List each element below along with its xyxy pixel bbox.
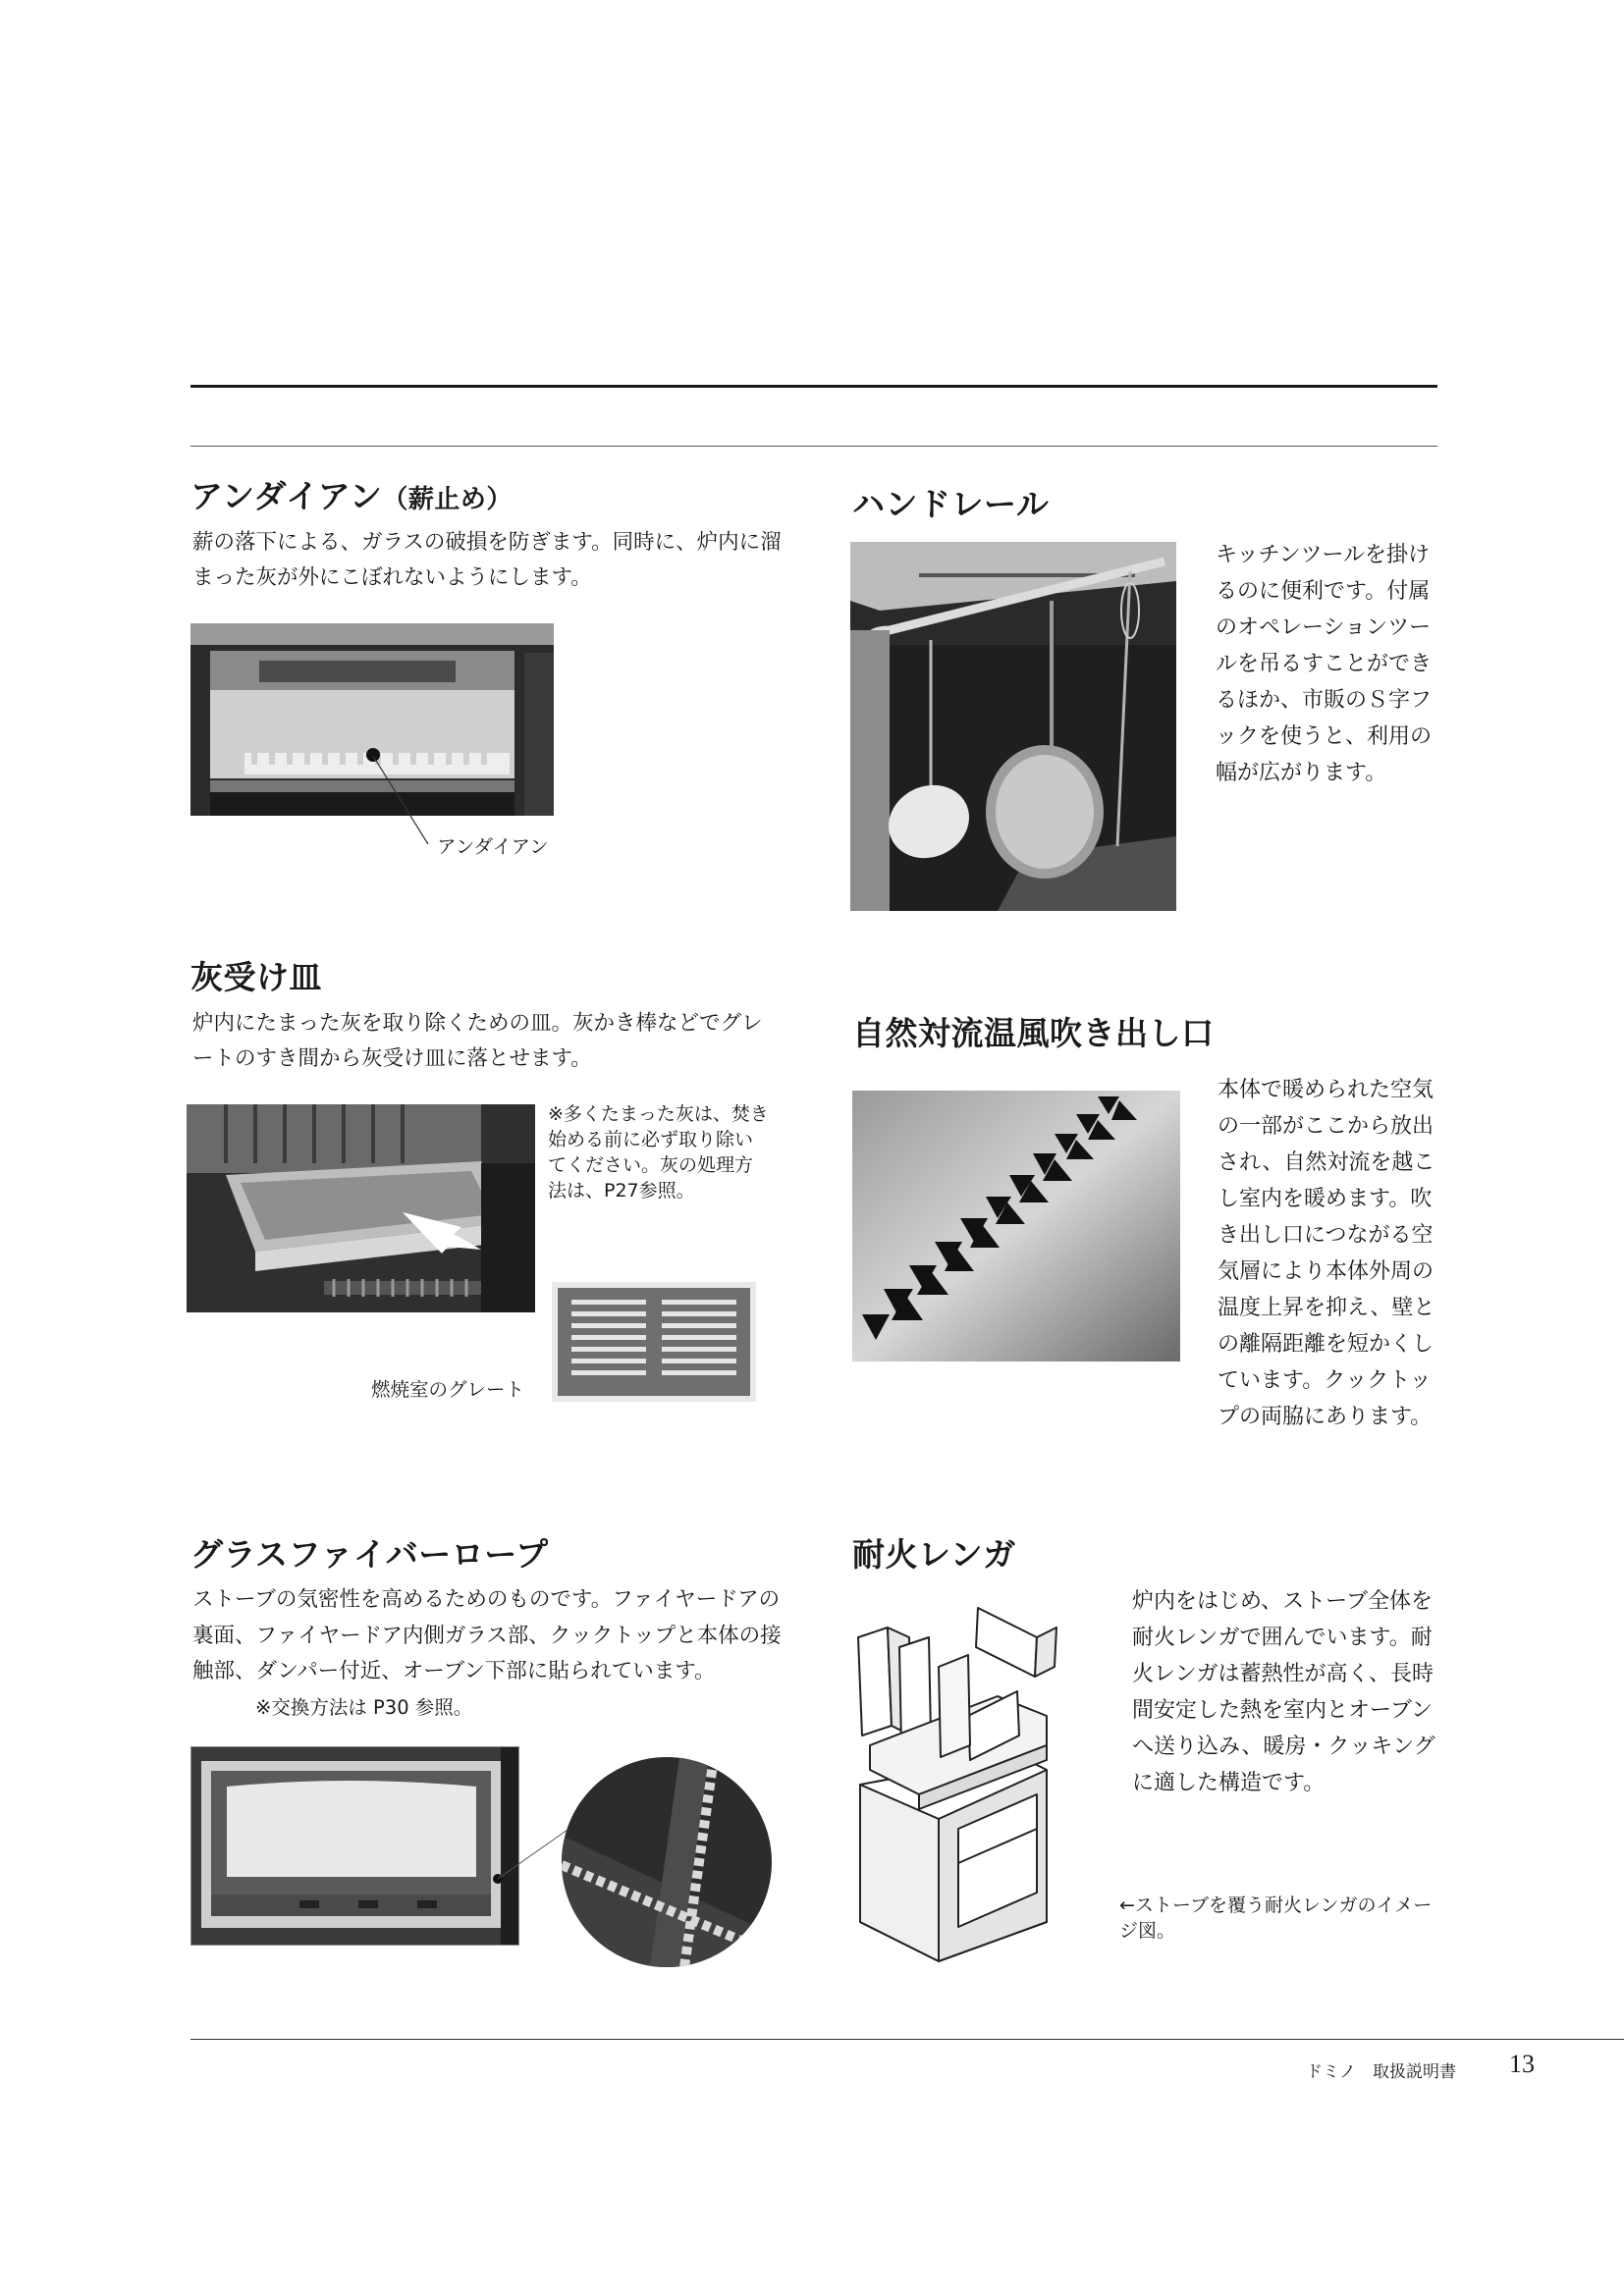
- handrail-body: キッチンツールを掛けるのに便利です。付属のオペレーションツールを吊るすことができるほか、市販のＳ字フックを使うと、利用の幅が広がります。: [1216, 543, 1433, 785]
- rope-body-text: ストーブの気密性を高めるためのものです。ファイヤードアの裏面、ファイヤードア内側ガラス部、クックトップと本体の接触部、ダンパー付近、オーブン下部に貼られています。: [192, 1587, 782, 1683]
- handrail-photo: [850, 542, 1176, 911]
- grate-label: 燃焼室のグレート: [371, 1378, 525, 1401]
- vent-photo: [852, 1091, 1180, 1362]
- andiron-body: 薪の落下による、ガラスの破損を防ぎます。同時に、炉内に溜まった灰が外にこぼれないようにします。: [192, 530, 782, 590]
- top-rule: [190, 385, 1437, 388]
- vent-body: 本体で暖められた空気の一部がここから放出され、自然対流を越こし室内を暖めます。吹き出し口につながる空気層により本体外周の温度上昇を抑え、壁との離隔距離を短かくしています。クックトップの両脇にあります。: [1218, 1078, 1435, 1429]
- rope-door-photo: [190, 1746, 519, 1946]
- andiron-heading: [190, 471, 513, 517]
- andiron-leader-line: [363, 746, 442, 854]
- rope-closeup-photo: [562, 1757, 772, 1967]
- footer-rule: [190, 2039, 1624, 2040]
- rope-body: [192, 1582, 782, 1726]
- firebrick-diagram: [850, 1598, 1115, 1991]
- andiron-photo-label: アンダイアン: [437, 835, 549, 858]
- ashpan-photo: [187, 1104, 535, 1312]
- brick-caption: ←ストーブを覆う耐火レンガのイメージ図。: [1119, 1895, 1433, 1942]
- brick-heading: 耐火レンガ: [852, 1535, 1016, 1574]
- brick-body: 炉内をはじめ、ストーブ全体を耐火レンガで囲んでいます。耐火レンガは蓄熱性が高く、長時間安定した熱を室内とオーブンへ送り込み、暖房・クッキングに適した構造です。: [1132, 1589, 1435, 1795]
- page-number: 13: [1509, 2050, 1535, 2078]
- grate-photo: [552, 1282, 756, 1402]
- andiron-title: アンダイアン: [190, 477, 383, 515]
- rope-connector-lines: [491, 1826, 579, 1885]
- footer-manual-title: ドミノ 取扱説明書: [1306, 2062, 1456, 2082]
- ashpan-note: ※多くたまった灰は、焚き始める前に必ず取り除いてください。灰の処理方法は、P27参照。: [548, 1103, 769, 1201]
- rope-heading: グラスファイバーロープ: [190, 1535, 549, 1574]
- ashpan-heading: 灰受け皿: [190, 958, 322, 996]
- handrail-heading: ハンドレール: [852, 485, 1050, 523]
- ashpan-body: 炉内にたまった灰を取り除くための皿。灰かき棒などでグレートのすき間から灰受け皿に落とせます。: [192, 1011, 763, 1071]
- rope-note: ※交換方法は P30 参照。: [255, 1695, 473, 1719]
- andiron-title-suffix: （薪止め）: [382, 485, 513, 514]
- vent-heading: 自然対流温風吹き出し口: [852, 1014, 1215, 1052]
- section-rule: [190, 446, 1437, 447]
